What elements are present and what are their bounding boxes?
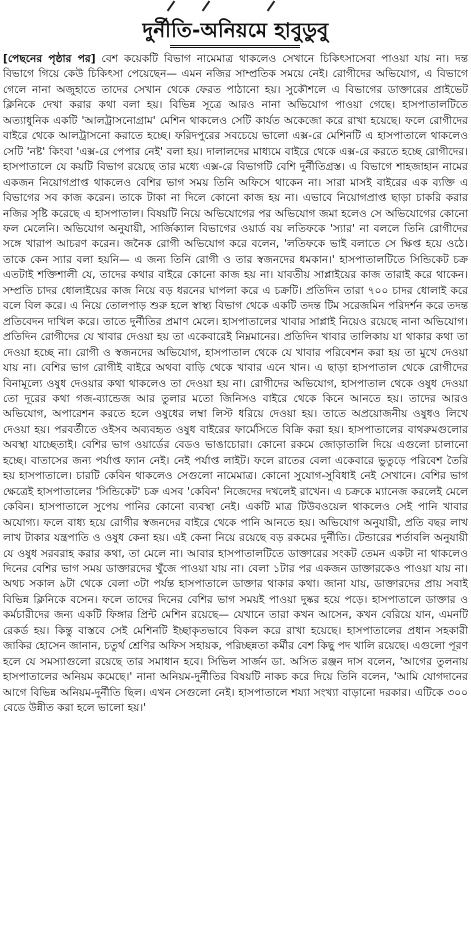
article-paragraph xyxy=(3,52,468,716)
article-headline: দুর্নীতি-অনিয়মে হাবুডুবু xyxy=(142,18,329,42)
article-body xyxy=(3,52,468,945)
article-text: বেশ কয়েকটি বিভাগ নামেমাত্র থাকলেও সেখানে চিকিৎসাসেবা পাওয়া যায় না। দন্ত বিভাগে গিয়ে কেউ চিকিৎসা পেয়েছেন— এমন নজির সাম্প্রতিক সময়ে নেই। রোগীদের অভিযোগ, এ বিভাগে গেলে নানা অজুহাতে তাদের সেখান থেকে ফেরত পাঠানো হয়। সুকৌশলে এ বিভাগের ডাক্তারের প্রাইভেট ক্লিনিকে দেখা করার কথা বলা হয়। বিভিন্ন সূত্রে আরও নানা অভিযোগ পাওয়া গেছে। হাসপাতালটিতে অত্যাধুনিক একটি 'আলট্রাসনোগ্রাম' মেশিন থাকলেও সেটি কার্যত অকেজো করে রাখা হয়েছে। ফলে রোগীদের বাইরে থেকে আলট্রাসনো করাতে হচ্ছে। ফরিদপুরের সবচেয়ে ভালো এক্স-রে মেশিনটি এ হাসপাতালে থাকলেও সেটি 'নষ্ট' কিংবা 'এক্স-রে পেপার নেই' বলা হয়। দালালদের মাধ্যমে বাইরে থেকে এক্স-রে করতে হচ্ছে রোগীদের। হাসপাতালে যে কয়টি বিভাগ রয়েছে তার মধ্যে এক্স-রে বিভাগটি বেশি দুর্নীতিগ্রস্ত। এ বিভাগে শাহজাহান নামের একজন নিয়োগপ্রাপ্ত থাকলেও বেশির ভাগ সময় তিনি অফিসে থাকেন না। সারা মাসই বাইরের এক ব্যক্তি এ বিভাগের সব কাজ করেন। তাকে টাকা না দিলে কোনো কাজ হয় না। এভাবে নিয়োগপ্রাপ্ত ছাড়া চাকরি করার নজির সৃষ্টি করেছে এ হাসপাতাল। বিষয়টি নিয়ে অভিযোগের পর অভিযোগ জমা হলেও সে অভিযোগের কোনো ফল মেলেনি। অভিযোগ অনুযায়ী, সার্জিক্যাল বিভাগের ওয়ার্ড বয় লতিফকে 'স্যার' না বললে তিনি রোগীদের সঙ্গে খারাপ আচরণ করেন। জনৈক রোগী অভিযোগ করে বলেন, 'লতিফকে ভাই বলাতে সে ক্ষিপ্ত হয়ে ওঠে। তাকে কেন স্যার বলা হয়নি— এ জন্য তিনি রোগী ও তার স্বজনদের ধমকান।' হাসপাতালটিতে সিন্ডিকেট চক্র এতটাই শক্তিশালী যে, তাদের কথার বাইরে কোনো কাজ হয় না। যাবতীয় সাপ্লাইয়ের কাজ তারাই করে থাকেন। সম্প্রতি চাদর ধোলাইয়ের কাজ নিয়ে বড় ধরনের ঘাপলা করে এ চক্রটি। প্রতিদিন তারা ৭০০ চাদর ধোলাই করে বলে বিল করে। এ নিয়ে তোলপাড় শুরু হলে স্বাস্থ্য বিভাগ থেকে একটি তদন্ত টিম সরেজমিন পরিদর্শন করে তদন্ত প্রতিবেদন দাখিল করে। তাতে দুর্নীতির প্রমাণ মেলে। হাসপাতালের খাবার সাপ্লাই নিয়েও রয়েছে নানা অভিযোগ। প্রতিদিন রোগীদের যে খাবার দেওয়া হয় তা একেবারেই নিম্নমানের। প্রতিদিন খাবার তালিকায় যা থাকার কথা তা দেওয়া হচ্ছে না। রোগী ও স্বজনদের অভিযোগ, হাসপাতাল থেকে যে খাবার পরিবেশন করা হয় তা মুখে দেওয়া যায় না। বেশির ভাগ রোগীই বাইরে অথবা বাড়ি থেকে খাবার এনে খান। এ ছাড়া হাসপাতাল থেকে রোগীদের বিনামূল্যে ওষুধ দেওয়ার কথা থাকলেও তা দেওয়া হয় না। রোগীদের অভিযোগ, হাসপাতাল থেকে ওষুধ দেওয়া তো দূরের কথা গজ-ব্যান্ডেজ আর তুলার মতো জিনিসও বাইরে থেকে কিনে আনতে হয়। তাদের আরও অভিযোগ, অপারেশন করতে হলে ওষুধের লম্বা লিস্ট ধরিয়ে দেওয়া হয়। তাতে অপ্রয়োজনীয় ওষুধও লিখে দেওয়া হয়। পরবর্তীতে ওইসব অব্যবহৃত ওষুধ বাইরের ফার্মেসিতে বিক্রি করা হয়। হাসপাতালের বাথরুমগুলোর অবস্থা যাচ্ছেতাই। বেশির ভাগ ওয়ার্ডের বেডও ভাঙাচোরা। কোনো রকমে জোড়াতালি দিয়ে এগুলো চালানো হচ্ছে। বাতাসের জন্য পর্যাপ্ত ফ্যান নেই। নেই পর্যাপ্ত লাইট। ফলে রাতের বেলা একেবারে ভুতুড়ে পরিবেশ তৈরি হয় হাসপাতালে। চারটি কেবিন থাকলেও সেগুলো নামেমাত্র। কোনো সুযোগ-সুবিধাই নেই সেখানে। বেশির ভাগ ক্ষেত্রেই হাসপাতালের 'সিন্ডিকেট' চক্র এসব 'কেবিন' নিজেদের দখলেই রাখেন। এ চক্রকে ম্যানেজ করলেই মেলে কেবিন। হাসপাতালে সুপেয় পানির কোনো ব্যবস্থা নেই। একটি মাত্র টিউবওয়েল থাকলেও সেই পানি খাবার অযোগ্য। ফলে বাধ্য হয়ে রোগীর স্বজনদের বাইরে থেকে পানি আনতে হয়। অভিযোগ অনুযায়ী, প্রতি বছর লাখ লাখ টাকার যন্ত্রপাতি ও ওষুধ কেনা হয়। এই কেনা নিয়ে রয়েছে বড় রকমের দুর্নীতি। টেন্ডারের শর্তাবলি অনুযায়ী যে ওষুধ সরবরাহ করার কথা, তা মেলে না। আবার হাসপাতালটিতে ডাক্তারের সংকট তেমন একটা না থাকলেও দিনের বেশির ভাগ সময় ডাক্তারদের খুঁজে পাওয়া যায় না। বেলা ১টার পর একজন ডাক্তারকেও পাওয়া যায় না। অথচ সকাল ৯টা থেকে বেলা ৩টা পর্যন্ত হাসপাতালে ডাক্তার থাকার কথা। জানা যায়, ডাক্তারদের প্রায় সবাই বিভিন্ন ক্লিনিকে বসেন। ফলে তাদের দিনের বেশির ভাগ সময়ই পাওয়া দুষ্কর হয়ে পড়ে। হাসপাতালে ডাক্তার ও কর্মচারীদের জন্য একটি ফিঙ্গার প্রিন্ট মেশিন রয়েছে— যেখানে তারা কখন আসেন, কখন বেরিয়ে যান, এমনটি রেকর্ড হয়। কিন্তু বাস্তবে সেই মেশিনটি ইচ্ছাকৃতভাবে বিকল করে রাখা হয়েছে। হাসপাতালের প্রধান সহকারী জাকির হোসেন জানান, চতুর্থ শ্রেণির অফিস সহায়ক, পরিচ্ছন্নতা কর্মীর বেশ কিছু পদ খালি রয়েছে। এগুলো পূরণ হলে যে সমস্যাগুলো রয়েছে তার সমাধান হবে। সিভিল সার্জন ডা. অসিত রঞ্জন দাস বলেন, 'আগের তুলনায় হাসপাতালের অনিয়ম কমেছে।' নানা অনিয়ম-দুর্নীতির বিষয়টি নাকচ করে দিয়ে তিনি বলেন, 'আমি যোগদানের আগে বিভিন্ন অনিয়ম-দুর্নীতি ছিল। এখন সেগুলো নেই। হাসপাতালে শয্যা সংখ্যা বাড়ানো দরকার। এটিকে ৩০০ বেডে উন্নীত করা হলে ভালো হয়।' xyxy=(3,53,469,715)
clipping-mark xyxy=(202,1,211,12)
adjacent-clipping-fragment xyxy=(150,0,310,14)
headline-underline xyxy=(170,47,300,48)
continuation-tag: [পেছনের পৃষ্ঠার পর] xyxy=(3,53,96,65)
headline-underline xyxy=(170,45,300,46)
clipping-mark xyxy=(167,1,176,12)
clipping-mark xyxy=(267,1,276,12)
